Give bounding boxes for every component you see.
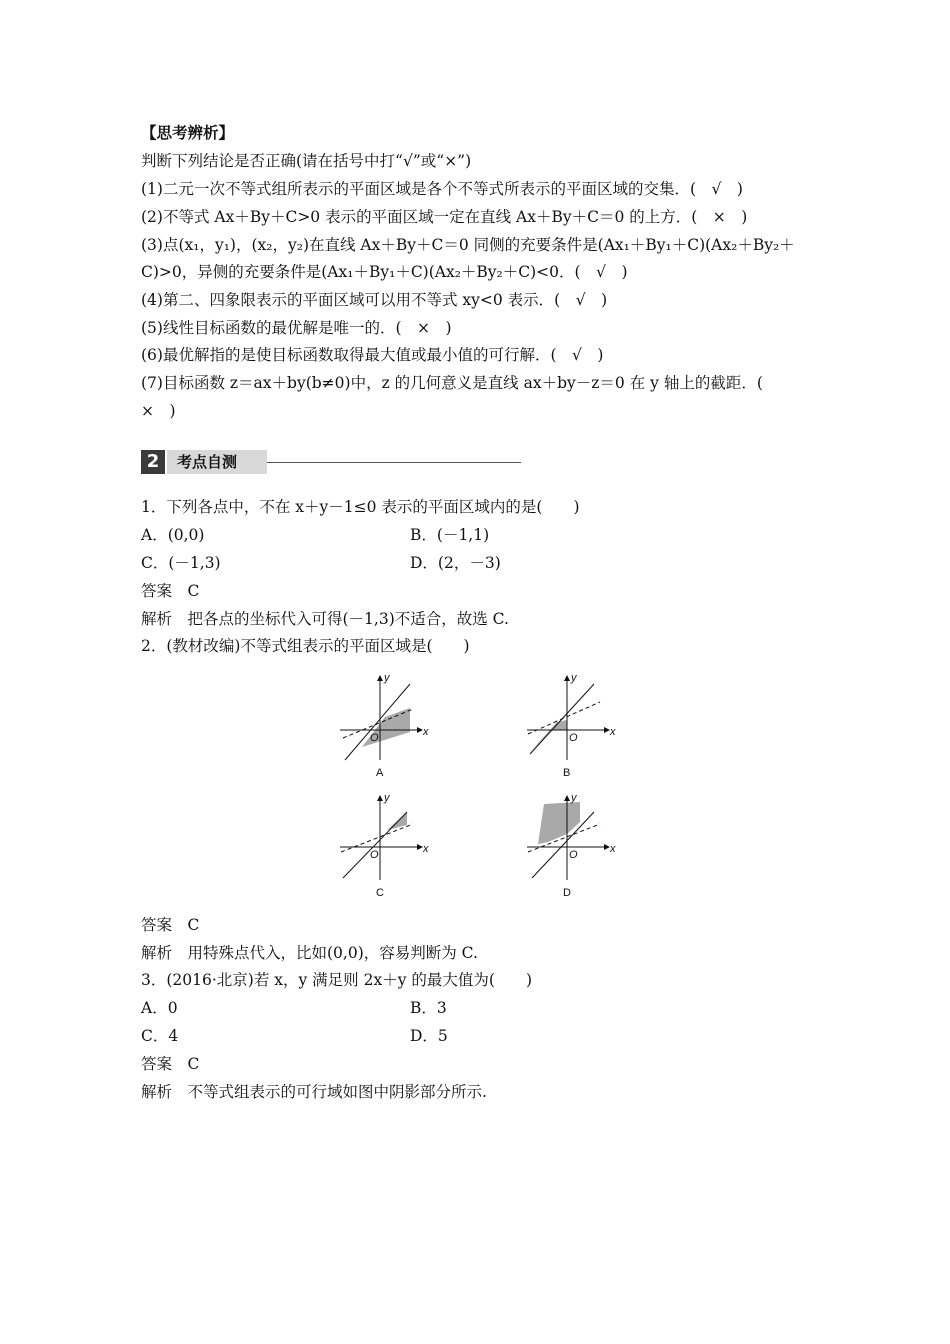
section-heading (141, 450, 521, 476)
graph-a-label: A (376, 767, 384, 779)
section-title: 考点自测 (167, 450, 267, 474)
q3-answer: 答案 C (141, 1055, 200, 1073)
solid-line (343, 812, 407, 878)
graph-b (522, 672, 622, 782)
q3-option-a: A．0 (141, 999, 178, 1017)
thinking-item-1: (1)二元一次不等式组所表示的平面区域是各个不等式所表示的平面区域的交集．( √ ) (141, 180, 743, 198)
graph-d (522, 792, 622, 902)
graph-a (335, 672, 435, 782)
q2-answer: 答案 C (141, 916, 200, 934)
q1-option-d: D．(2，－3) (410, 554, 501, 572)
x-axis-label: x (423, 726, 429, 738)
thinking-item-7a: (7)目标函数 z＝ax＋by(b≠0)中，z 的几何意义是直线 ax＋by－z＝0 在 y 轴上的截距．( (141, 374, 763, 392)
dashed-line (341, 824, 413, 852)
x-axis-label: x (610, 843, 616, 855)
q3-option-b: B．3 (410, 999, 447, 1017)
shaded-region (538, 802, 580, 844)
q1-stem: 1．下列各点中，不在 x＋y－1≤0 表示的平面区域内的是( ) (141, 498, 580, 516)
graph-c-plot (335, 792, 435, 884)
section-number: 2 (141, 450, 165, 474)
y-axis-label: y (384, 672, 390, 684)
thinking-item-6: (6)最优解指的是使目标函数取得最大值或最小值的可行解．( √ ) (141, 346, 604, 364)
q3-analysis: 解析 不等式组表示的可行域如图中阴影部分所示. (141, 1083, 487, 1101)
q1-option-a: A．(0,0) (141, 526, 205, 544)
q2-stem: 2．(教材改编)不等式组表示的平面区域是( ) (141, 637, 470, 655)
q3-option-d: D．5 (410, 1027, 448, 1045)
graph-c-label: C (376, 887, 384, 899)
origin-label: O (569, 732, 578, 744)
section-rule (267, 462, 521, 463)
q1-answer: 答案 C (141, 582, 200, 600)
origin-label: O (370, 849, 379, 861)
x-axis-label: x (610, 726, 616, 738)
q3-option-c: C．4 (141, 1027, 179, 1045)
graph-c (335, 792, 435, 902)
origin-label: O (569, 849, 578, 861)
thinking-item-3b: C)>0，异侧的充要条件是(Ax₁＋By₁＋C)(Ax₂＋By₂＋C)<0．( √ ) (141, 263, 628, 281)
graph-d-plot (522, 792, 622, 884)
thinking-heading: 【思考辨析】 (141, 123, 235, 142)
q3-stem: 3．(2016·北京)若 x，y 满足则 2x＋y 的最大值为( ) (141, 971, 532, 989)
q1-analysis: 解析 把各点的坐标代入可得(－1,3)不适合，故选 C. (141, 610, 509, 628)
thinking-intro: 判断下列结论是否正确(请在括号中打“√”或“×”) (141, 152, 472, 170)
graph-b-plot (522, 672, 622, 764)
thinking-item-3a: (3)点(x₁，y₁)，(x₂，y₂)在直线 Ax＋By＋C＝0 同侧的充要条件是(Ax₁＋By₁＋C)(Ax₂＋By₂＋ (141, 236, 795, 254)
graph-d-label: D (563, 887, 571, 899)
thinking-item-2: (2)不等式 Ax＋By＋C>0 表示的平面区域一定在直线 Ax＋By＋C＝0 的上方．( × ) (141, 208, 748, 226)
origin-label: O (370, 732, 379, 744)
y-axis-label: y (571, 792, 577, 804)
x-axis-label: x (423, 843, 429, 855)
graph-b-label: B (563, 767, 571, 779)
graph-a-plot (335, 672, 435, 764)
q1-option-c: C．(－1,3) (141, 554, 221, 572)
y-axis-label: y (571, 672, 577, 684)
thinking-item-4: (4)第二、四象限表示的平面区域可以用不等式 xy<0 表示．( √ ) (141, 291, 608, 309)
q1-option-b: B．(－1,1) (410, 526, 490, 544)
y-axis-label: y (384, 792, 390, 804)
q2-analysis: 解析 用特殊点代入，比如(0,0)，容易判断为 C. (141, 944, 478, 962)
thinking-item-5: (5)线性目标函数的最优解是唯一的．( × ) (141, 319, 452, 337)
thinking-item-7b: × ) (141, 402, 176, 420)
